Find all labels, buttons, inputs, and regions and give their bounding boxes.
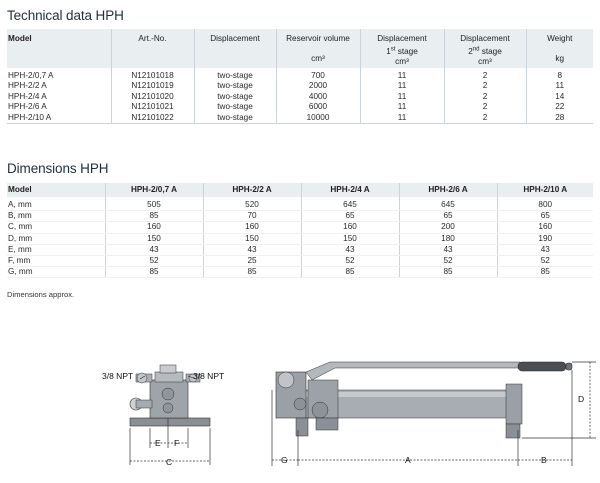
dimensions-cell: 43 — [497, 244, 593, 255]
dimensions-header-cell: Model — [7, 183, 105, 197]
dimensions-header-cell: HPH-2/4 A — [301, 183, 399, 197]
technical-cell-art: N12101018 — [111, 68, 194, 81]
dimensions-cell: 160 — [105, 222, 203, 233]
header-displacement: Displacement — [194, 29, 276, 68]
dimensions-cell: 65 — [301, 211, 399, 222]
dimensions-cell: 190 — [497, 233, 593, 244]
dimensions-header-cell: HPH-2/10 A — [523, 185, 568, 194]
technical-cell-d2: 2 — [444, 102, 526, 112]
technical-cell-d1: 11 — [360, 92, 444, 102]
technical-cell-d1: 11 — [360, 113, 444, 124]
dim-label-f: F — [174, 438, 180, 448]
dimensions-cell: A, mm — [7, 197, 105, 211]
dimensions-cell: 85 — [497, 267, 593, 278]
technical-cell-w: 14 — [555, 91, 565, 101]
technical-cell-disp: two-stage — [194, 102, 276, 112]
dimensions-cell: 25 — [203, 256, 301, 267]
dimensions-cell: 52 — [105, 256, 203, 267]
dimensions-cell: 43 — [399, 244, 497, 255]
dim-label-b: B — [541, 455, 547, 465]
dimensions-cell: 52 — [399, 256, 497, 267]
header-art-no: Art.-No. — [111, 29, 194, 68]
technical-cell-model: HPH-2/4 A — [7, 92, 111, 102]
dimensions-cell: 65 — [497, 211, 593, 222]
dimensions-cell: E, mm — [7, 244, 105, 255]
dimensions-cell: 65 — [399, 211, 497, 222]
disp1-num: 1 — [386, 46, 391, 56]
disp2-num: 2 — [468, 46, 473, 56]
dimensions-header-cell: HPH-2/6 A — [399, 183, 497, 197]
dimensions-cell: 43 — [203, 244, 301, 255]
technical-cell-d1: 11 — [360, 102, 444, 112]
unit-weight: kg — [555, 54, 565, 64]
dimensions-cell: 520 — [203, 197, 301, 211]
dimensions-note: Dimensions approx. — [7, 290, 75, 299]
header-reservoir-label: Reservoir volume — [286, 34, 350, 43]
dimensions-cell: 160 — [203, 222, 301, 233]
dimensions-cell: 150 — [203, 233, 301, 244]
technical-cell-art: N12101020 — [111, 92, 194, 102]
dimensions-cell: B, mm — [7, 211, 105, 222]
technical-cell-res: 2000 — [276, 81, 360, 91]
technical-cell-d1: 11 — [360, 81, 444, 91]
front-view-drawing — [272, 362, 596, 466]
technical-cell-disp: two-stage — [194, 113, 276, 124]
technical-cell-d2: 2 — [444, 113, 526, 124]
technical-cell-d1: 11 — [360, 68, 444, 81]
port-right-label: 3/8 NPT — [193, 371, 225, 381]
technical-cell-model: HPH-2/10 A — [7, 113, 111, 124]
technical-cell-art: N12101021 — [111, 102, 194, 112]
dimensions-cell: 800 — [497, 197, 593, 211]
technical-cell-d2: 2 — [444, 81, 526, 91]
dimensions-cell: 52 — [301, 256, 399, 267]
dim-label-a: A — [405, 455, 411, 465]
disp1-sup: st — [390, 46, 396, 53]
dimensions-cell: D, mm — [7, 233, 105, 244]
unit-disp1: cm³ — [395, 57, 409, 67]
dimensions-title: Dimensions HPH — [7, 161, 109, 176]
dimensions-cell: 70 — [203, 211, 301, 222]
unit-disp2: cm³ — [478, 57, 492, 67]
dimensions-cell: 180 — [399, 233, 497, 244]
technical-cell-model: HPH-2/0,7 A — [7, 68, 111, 81]
dimensions-cell: G, mm — [7, 267, 105, 278]
technical-cell-d2: 2 — [444, 92, 526, 102]
technical-cell-model: HPH-2/6 A — [7, 102, 111, 112]
dimensions-cell: 160 — [301, 222, 399, 233]
dimensions-cell: F, mm — [7, 256, 105, 267]
technical-cell-w: 11 — [555, 81, 564, 91]
dimensions-cell: 85 — [301, 267, 399, 278]
technical-cell-res: 4000 — [276, 92, 360, 102]
disp2-post: stage — [479, 46, 502, 56]
dim-label-d: D — [578, 394, 585, 404]
technical-cell-disp: two-stage — [194, 68, 276, 81]
technical-cell-res: 6000 — [276, 102, 360, 112]
technical-cell-w: 8 — [557, 71, 563, 80]
dim-label-c: C — [166, 457, 173, 467]
technical-cell-disp: two-stage — [194, 81, 276, 91]
header-model: Model — [7, 29, 111, 68]
dimensions-cell: 85 — [105, 267, 203, 278]
dimensions-cell: 645 — [399, 197, 497, 211]
disp2-sup: nd — [472, 46, 480, 53]
technical-cell-model: HPH-2/2 A — [7, 81, 111, 91]
dimensions-cell: 645 — [301, 197, 399, 211]
dimensions-cell: 43 — [301, 244, 399, 255]
dimensions-cell: 200 — [399, 222, 497, 233]
technical-data-title: Technical data HPH — [7, 8, 124, 23]
dimensions-header-cell: HPH-2/0,7 A — [105, 183, 203, 197]
unit-reservoir: cm³ — [311, 54, 325, 64]
dimensions-cell: 85 — [203, 267, 301, 278]
header-disp2-line1: Displacement — [460, 34, 510, 43]
header-disp1-line1: Displacement — [377, 34, 427, 43]
dimensions-cell: 85 — [105, 211, 203, 222]
dimensions-cell: 52 — [497, 256, 593, 267]
dimensions-cell: 150 — [105, 233, 203, 244]
dim-label-g: G — [281, 455, 288, 465]
disp1-post: stage — [395, 46, 418, 56]
technical-cell-art: N12101022 — [111, 113, 194, 124]
technical-cell-art: N12101019 — [111, 81, 194, 91]
dimensions-cell: 43 — [105, 244, 203, 255]
technical-cell-res: 700 — [276, 68, 360, 81]
port-left-label: 3/8 NPT — [102, 371, 134, 381]
dimensions-cell: 85 — [399, 267, 497, 278]
technical-cell-d2: 2 — [444, 68, 526, 81]
header-weight-label: Weight — [547, 34, 573, 43]
technical-cell-res: 10000 — [276, 113, 360, 124]
dimensions-cell: 160 — [497, 222, 593, 233]
dimensions-cell: 505 — [105, 197, 203, 211]
technical-cell-w: 22 — [555, 102, 565, 112]
dim-label-e: E — [155, 438, 161, 448]
dimensions-cell: C, mm — [7, 222, 105, 233]
dimensions-cell: 150 — [301, 233, 399, 244]
side-view-drawing — [102, 365, 224, 467]
technical-cell-w: 28 — [555, 112, 565, 122]
technical-cell-disp: two-stage — [194, 92, 276, 102]
dimensions-header-cell: HPH-2/2 A — [203, 183, 301, 197]
